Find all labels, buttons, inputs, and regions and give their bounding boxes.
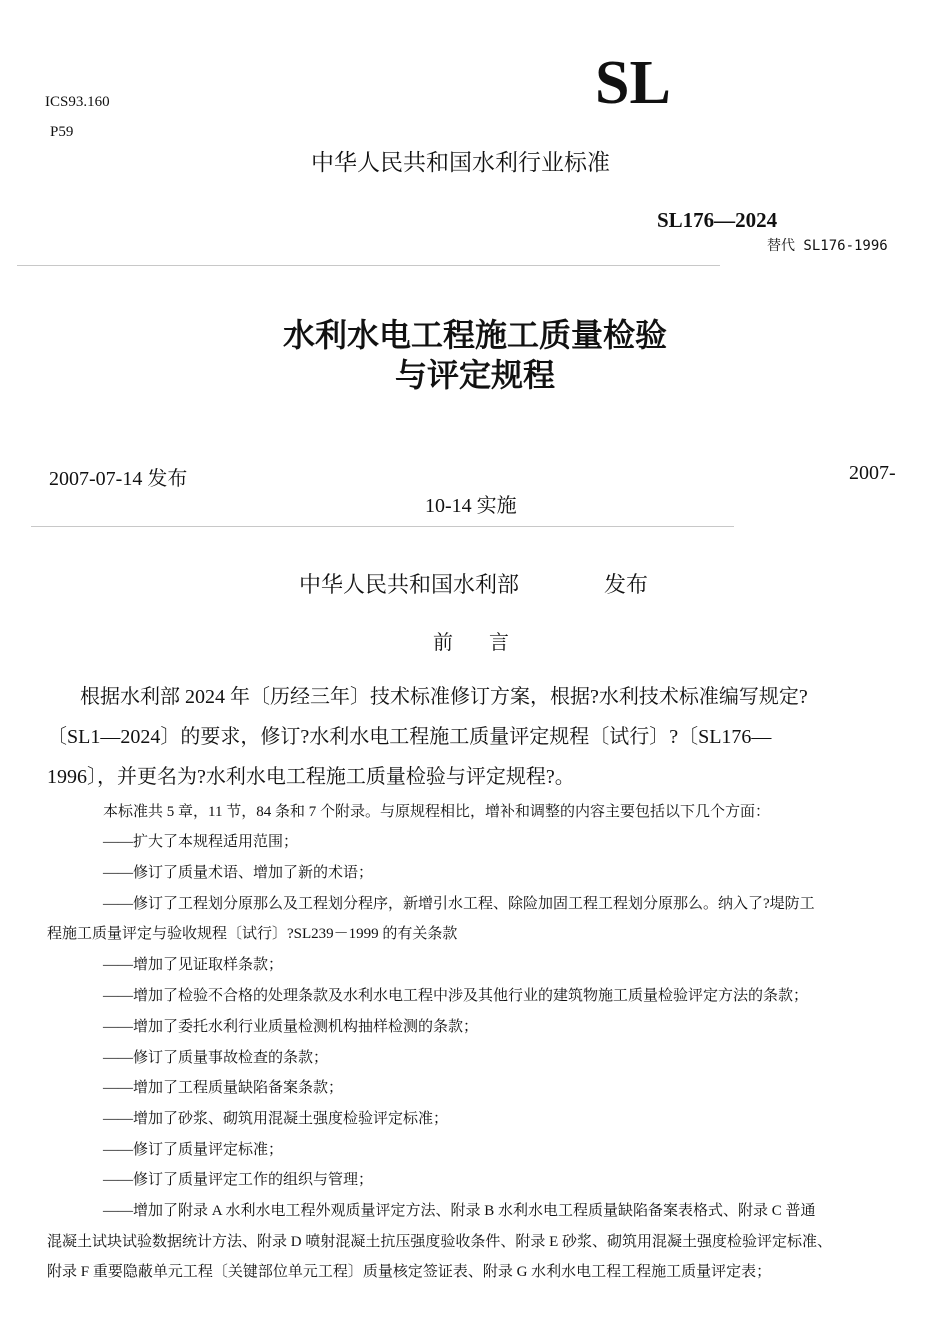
implement-date-part1: 2007- <box>849 462 896 484</box>
document-title-line1: 水利水电工程施工质量检验 <box>282 316 667 354</box>
intro-line: 1996〕，并更名为?水利水电工程施工质量检验与评定规程?。 <box>47 766 575 788</box>
standard-code: SL176—2024 <box>657 208 778 232</box>
list-item: 附录 F 重要隐蔽单元工程〔关键部位单元工程〕质量核定签证表、附录 G 水利水电工程工程施工质量评定表； <box>47 1264 772 1280</box>
list-item: ——修订了质量事故检查的条款； <box>103 1050 329 1066</box>
implement-date-part2: 10-14 实施 <box>425 495 517 517</box>
summary-text: 本标准共 5 章，11 节，84 条和 7 个附录。与原规程相比，增补和调整的内容主要包括以下几个方面： <box>103 804 770 820</box>
document-title-line2: 与评定规程 <box>394 356 555 394</box>
replaces-note: 替代 SL176-1996 <box>767 238 888 254</box>
list-item: ——修订了质量术语、增加了新的术语； <box>103 865 374 881</box>
list-item: ——增加了附录 A 水利水电工程外观质量评定方法、附录 B 水利水电工程质量缺陷备案表格式、附录 C 普通 <box>103 1203 816 1219</box>
list-item: ——增加了检验不合格的处理条款及水利水电工程中涉及其他行业的建筑物施工质量检验评定方法的条款； <box>103 988 809 1004</box>
list-item: ——增加了见证取样条款； <box>103 957 284 973</box>
date-divider <box>31 526 734 527</box>
sl-logo: SL <box>595 49 671 117</box>
list-item: ——修订了质量评定工作的组织与管理； <box>103 1172 374 1188</box>
header-divider <box>17 265 720 266</box>
issuer-name: 中华人民共和国水利部 <box>299 573 520 598</box>
intro-line: 〔SL1—2024〕的要求，修订?水利水电工程施工质量评定规程〔试行〕?〔SL176— <box>47 726 772 748</box>
list-item: ——修订了质量评定标准； <box>103 1142 284 1158</box>
list-item: 程施工质量评定与验收规程〔试行〕?SL239－1999 的有关条款 <box>47 926 458 942</box>
list-item: ——增加了砂浆、砌筑用混凝土强度检验评定标准； <box>103 1111 449 1127</box>
issuer-action: 发布 <box>604 573 649 598</box>
list-item: ——增加了工程质量缺陷备案条款； <box>103 1080 344 1096</box>
publish-date: 2007-07-14 发布 <box>49 468 188 490</box>
ics-code: ICS93.160 <box>45 94 110 110</box>
list-item: 混凝土试块试验数据统计方法、附录 D 喷射混凝土抗压强度验收条件、附录 E 砂浆、砌筑用混凝土强度检验评定标准、 <box>47 1234 833 1250</box>
list-item: ——扩大了本规程适用范围； <box>103 834 299 850</box>
intro-line: 根据水利部 2024 年〔历经三年〕技术标准修订方案，根据?水利技术标准编写规定? <box>80 686 808 708</box>
list-item: ——增加了委托水利行业质量检测机构抽样检测的条款； <box>103 1019 479 1035</box>
category-code: P59 <box>50 124 74 140</box>
list-item: ——修订了工程划分原那么及工程划分程序，新增引水工程、除险加固工程工程划分原那么。纳入了?堤防工 <box>103 896 815 912</box>
foreword-heading: 前 言 <box>433 630 517 654</box>
industry-title: 中华人民共和国水利行业标准 <box>311 150 610 176</box>
